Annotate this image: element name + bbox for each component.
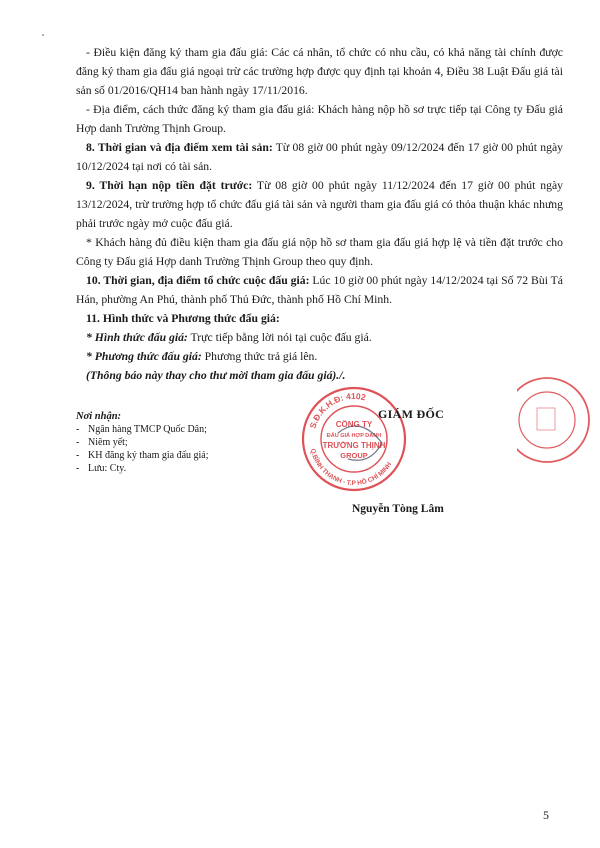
item-text: Phương thức trả giá lên. [201, 350, 318, 363]
paragraph-registration-location [76, 100, 563, 138]
recipient-item: - KH đăng ký tham gia đấu giá; [76, 449, 316, 462]
paragraph-registration-conditions [76, 43, 563, 100]
margin-seal-icon [517, 370, 597, 470]
auction-method [76, 347, 563, 366]
item-text: Trực tiếp bằng lời nói tại cuộc đấu giá. [187, 331, 372, 344]
paragraph-deposit-note [76, 233, 563, 271]
recipients-list [76, 423, 316, 475]
paragraph-text: - Địa điểm, cách thức đăng ký tham gia đấu giá: Khách hàng nộp hồ sơ trực tiếp tại Công ty Đấu giá Hợp danh Trường Thịnh Group. [76, 103, 563, 135]
section-10 [76, 271, 563, 309]
seal-line-type: ĐẤU GIÁ HỢP DANH [326, 433, 382, 439]
section-text: Từ 08 giờ 00 phút ngày 09/12/2024 đến 17 giờ 00 phút ngày 10/12/2024 tại nơi có tài sản. [76, 141, 563, 173]
section-9 [76, 176, 563, 233]
seal-line-company: CÔNG TY [335, 420, 373, 429]
section-heading: 11. Hình thức và Phương thức đấu giá: [86, 312, 280, 325]
signature-name: Nguyễn Tòng Lâm [352, 503, 444, 515]
recipient-item: - Niêm yết; [76, 436, 316, 449]
seal-bottom-text: Q.BÌNH THẠNH - T.P HỒ CHÍ MINH [308, 448, 394, 488]
seal-line-name: TRƯỜNG THỊNH [322, 441, 386, 450]
section-8 [76, 138, 563, 176]
section-heading: 10. Thời gian, địa điểm tổ chức cuộc đấu giá: [86, 274, 310, 287]
section-heading: 8. Thời gian và địa điểm xem tài sản: [86, 141, 273, 154]
recipients-heading: Nơi nhận: [76, 411, 122, 422]
closing-note-text: (Thông báo này thay cho thư mời tham gia đấu giá)./. [86, 369, 346, 382]
paragraph-text: * Khách hàng đủ điều kiện tham gia đấu giá nộp hồ sơ tham gia đấu giá hợp lệ và tiền đặt trước cho Công ty Đấu giá Hợp danh Trường Thịnh Group theo quy định. [76, 236, 563, 268]
company-seal-icon [300, 385, 408, 493]
signature-title: GIÁM ĐỐC [378, 407, 445, 421]
closing-note [76, 366, 563, 385]
document-body [76, 43, 563, 385]
page-number: 5 [543, 808, 549, 822]
section-heading: 9. Thời hạn nộp tiền đặt trước: [86, 179, 253, 192]
seal-ring-text: S.Đ.K.H.Đ: 4102 [307, 390, 367, 430]
item-label: * Phương thức đấu giá: [86, 350, 202, 363]
section-11 [76, 309, 563, 328]
auction-form [76, 328, 563, 347]
item-label: * Hình thức đấu giá: [86, 331, 188, 344]
section-text: Từ 08 giờ 00 phút ngày 11/12/2024 đến 17 giờ 00 phút ngày 13/12/2024, trừ trường hợp tổ chức đấu giá tài sản và người tham gia đấu giá có thỏa thuận khác nhưng phải trước ngày mở cuộc đấu giá. [76, 179, 563, 230]
section-text: Lúc 10 giờ 00 phút ngày 14/12/2024 tại Số 72 Bùi Tá Hán, phường An Phú, thành phố Thủ Đức, thành phố Hồ Chí Minh. [76, 274, 563, 306]
scan-speck [42, 34, 44, 36]
recipient-item: - Ngân hàng TMCP Quốc Dân; [76, 423, 316, 436]
paragraph-text: - Điều kiện đăng ký tham gia đấu giá: Các cá nhân, tổ chức có nhu cầu, có khả năng tài chính được đăng ký tham gia đấu giá ngoại trừ các trường hợp được quy định tại khoản 4, Điều 38 Luật Đấu giá tài sản số 01/2016/QH14 ban hành ngày 17/11/2016. [76, 46, 563, 97]
seal-line-group: GROUP [340, 451, 368, 460]
recipients-block [76, 410, 316, 475]
recipient-item: - Lưu: Cty. [76, 462, 316, 475]
